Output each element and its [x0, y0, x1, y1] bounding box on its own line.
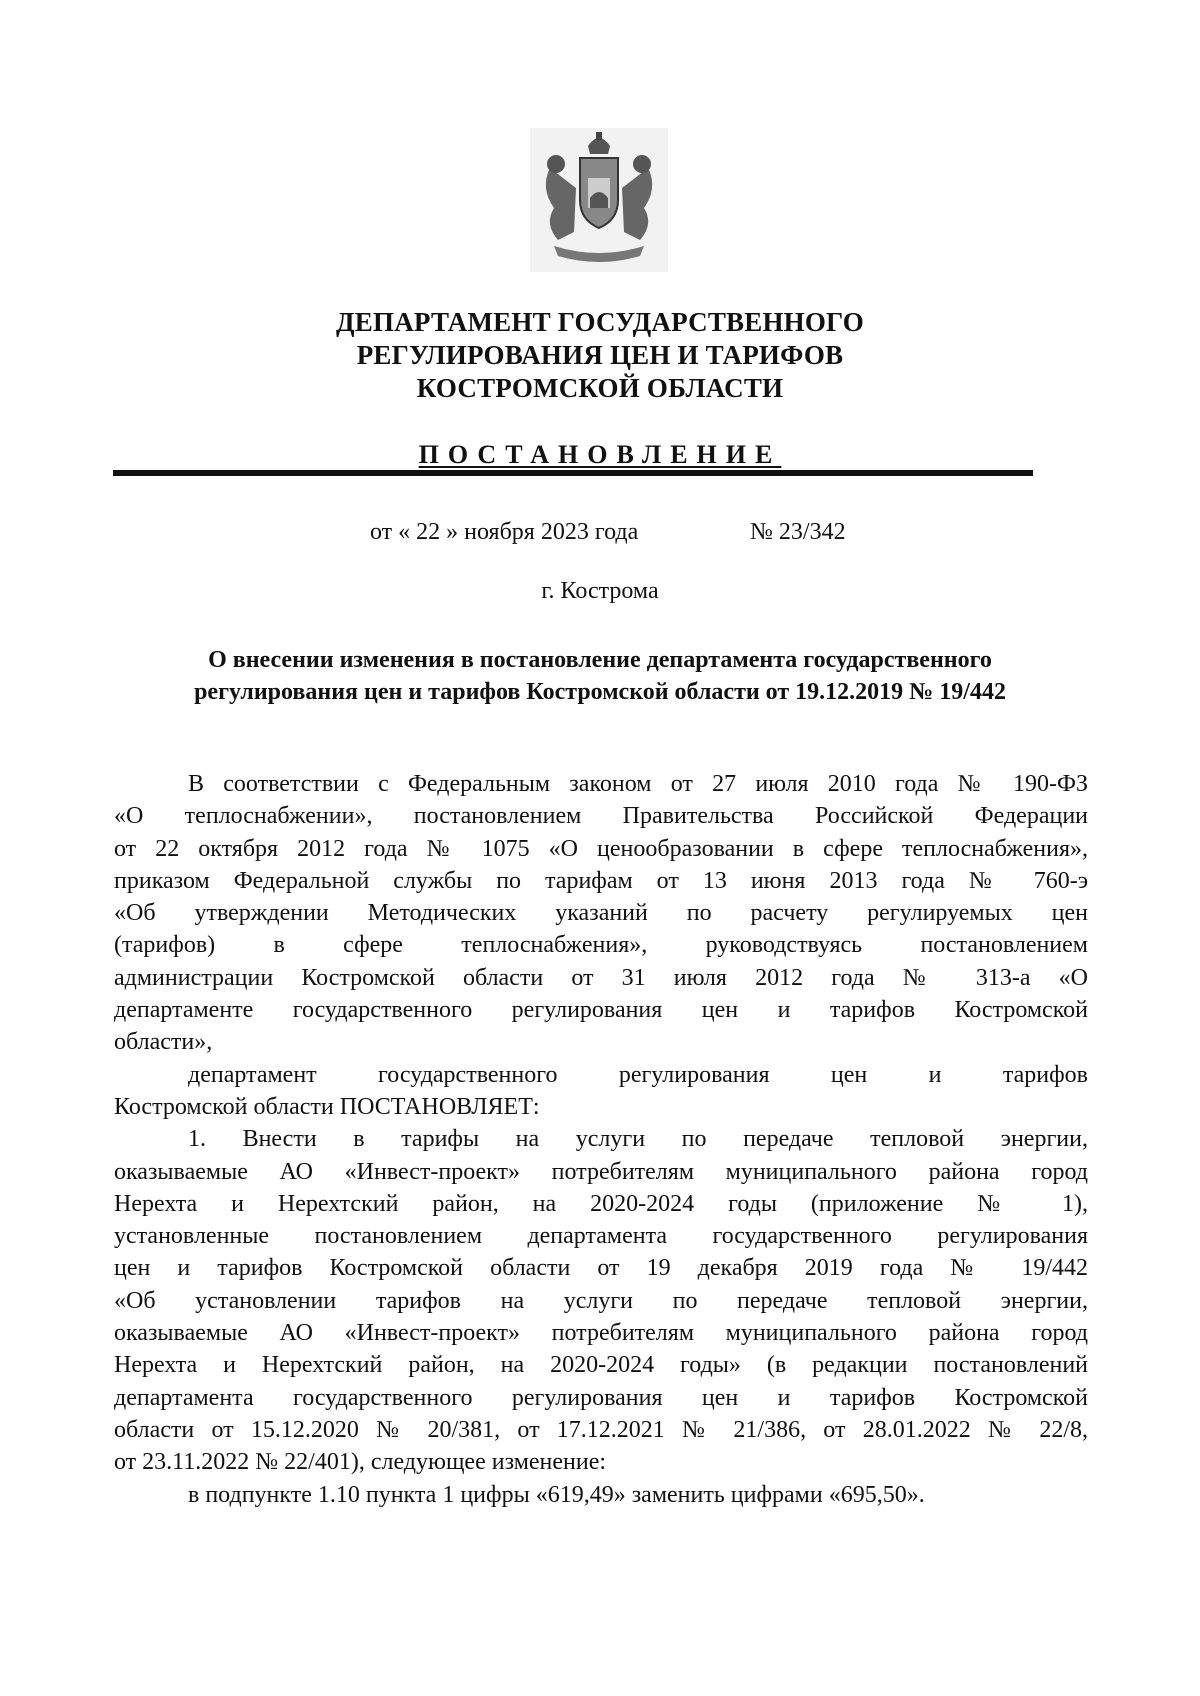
document-number: № 23/342 — [750, 519, 846, 545]
body-line: в подпункте 1.10 пункта 1 цифры «619,49» заменить цифрами «695,50». — [188, 1481, 925, 1508]
body-line: установленные постановлением департамента государственного регулирования — [114, 1223, 1088, 1250]
subject-line: регулирования цен и тарифов Костромской области от 19.12.2019 № 19/442 — [194, 679, 1006, 705]
header-divider — [113, 470, 1033, 476]
department-name — [0, 306, 1200, 405]
subject-line: О внесении изменения в постановление департамента государственного — [208, 647, 992, 673]
body-line: Нерехта и Нерехтский район, на 2020-2024 годы» (в редакции постановлений — [114, 1352, 1088, 1379]
body-line: приказом Федеральной службы по тарифам от 13 июня 2013 года № 760-э — [114, 867, 1088, 894]
body-line: 1. Внести в тарифы на услуги по передаче тепловой энергии, — [188, 1126, 1088, 1153]
body-line: департаменте государственного регулирования цен и тарифов Костромской — [114, 997, 1088, 1024]
body-line: «Об утверждении Методических указаний по расчету регулируемых цен — [114, 900, 1088, 927]
document-date: от « 22 » ноября 2023 года — [370, 519, 639, 545]
body-line: В соответствии с Федеральным законом от 27 июля 2010 года № 190-ФЗ — [188, 771, 1088, 797]
document-city: г. Кострома — [541, 578, 659, 604]
body-line: (тарифов) в сфере теплоснабжения», руководствуясь постановлением — [114, 932, 1088, 959]
body-line: Нерехта и Нерехтский район, на 2020-2024 годы (приложение № 1), — [114, 1190, 1088, 1217]
body-line: администрации Костромской области от 31 июля 2012 года № 313-а «О — [114, 964, 1088, 991]
body-line: оказываемые АО «Инвест-проект» потребителям муниципального района город — [114, 1158, 1088, 1185]
department-line: КОСТРОМСКОЙ ОБЛАСТИ — [416, 373, 784, 403]
body-line: «О теплоснабжении», постановлением Правительства Российской Федерации — [114, 803, 1088, 830]
body-line: области», — [114, 1029, 213, 1056]
document-subject — [0, 644, 1200, 708]
department-line: РЕГУЛИРОВАНИЯ ЦЕН И ТАРИФОВ — [356, 340, 844, 370]
body-line: цен и тарифов Костромской области от 19 декабря 2019 года № 19/442 — [114, 1255, 1088, 1282]
document-body — [114, 768, 1088, 1511]
body-line: от 22 октября 2012 года № 1075 «О ценообразовании в сфере теплоснабжения», — [114, 835, 1088, 862]
body-line: области от 15.12.2020 № 20/381, от 17.12.2021 № 21/386, от 28.01.2022 № 22/8, — [114, 1416, 1088, 1443]
body-line: департамента государственного регулирования цен и тарифов Костромской — [114, 1384, 1088, 1411]
document-type: ПОСТАНОВЛЕНИЕ — [418, 440, 782, 469]
body-line: оказываемые АО «Инвест-проект» потребителям муниципального района город — [114, 1320, 1088, 1347]
body-line: Костромской области ПОСТАНОВЛЯЕТ: — [114, 1093, 540, 1120]
department-line: ДЕПАРТАМЕНТ ГОСУДАРСТВЕННОГО — [336, 307, 864, 337]
body-line: департамент государственного регулирования цен и тарифов — [188, 1061, 1088, 1088]
coat-of-arms-icon — [530, 128, 668, 272]
body-line: от 23.11.2022 № 22/401), следующее изменение: — [114, 1449, 607, 1476]
body-line: «Об установлении тарифов на услуги по передаче тепловой энергии, — [114, 1287, 1088, 1314]
